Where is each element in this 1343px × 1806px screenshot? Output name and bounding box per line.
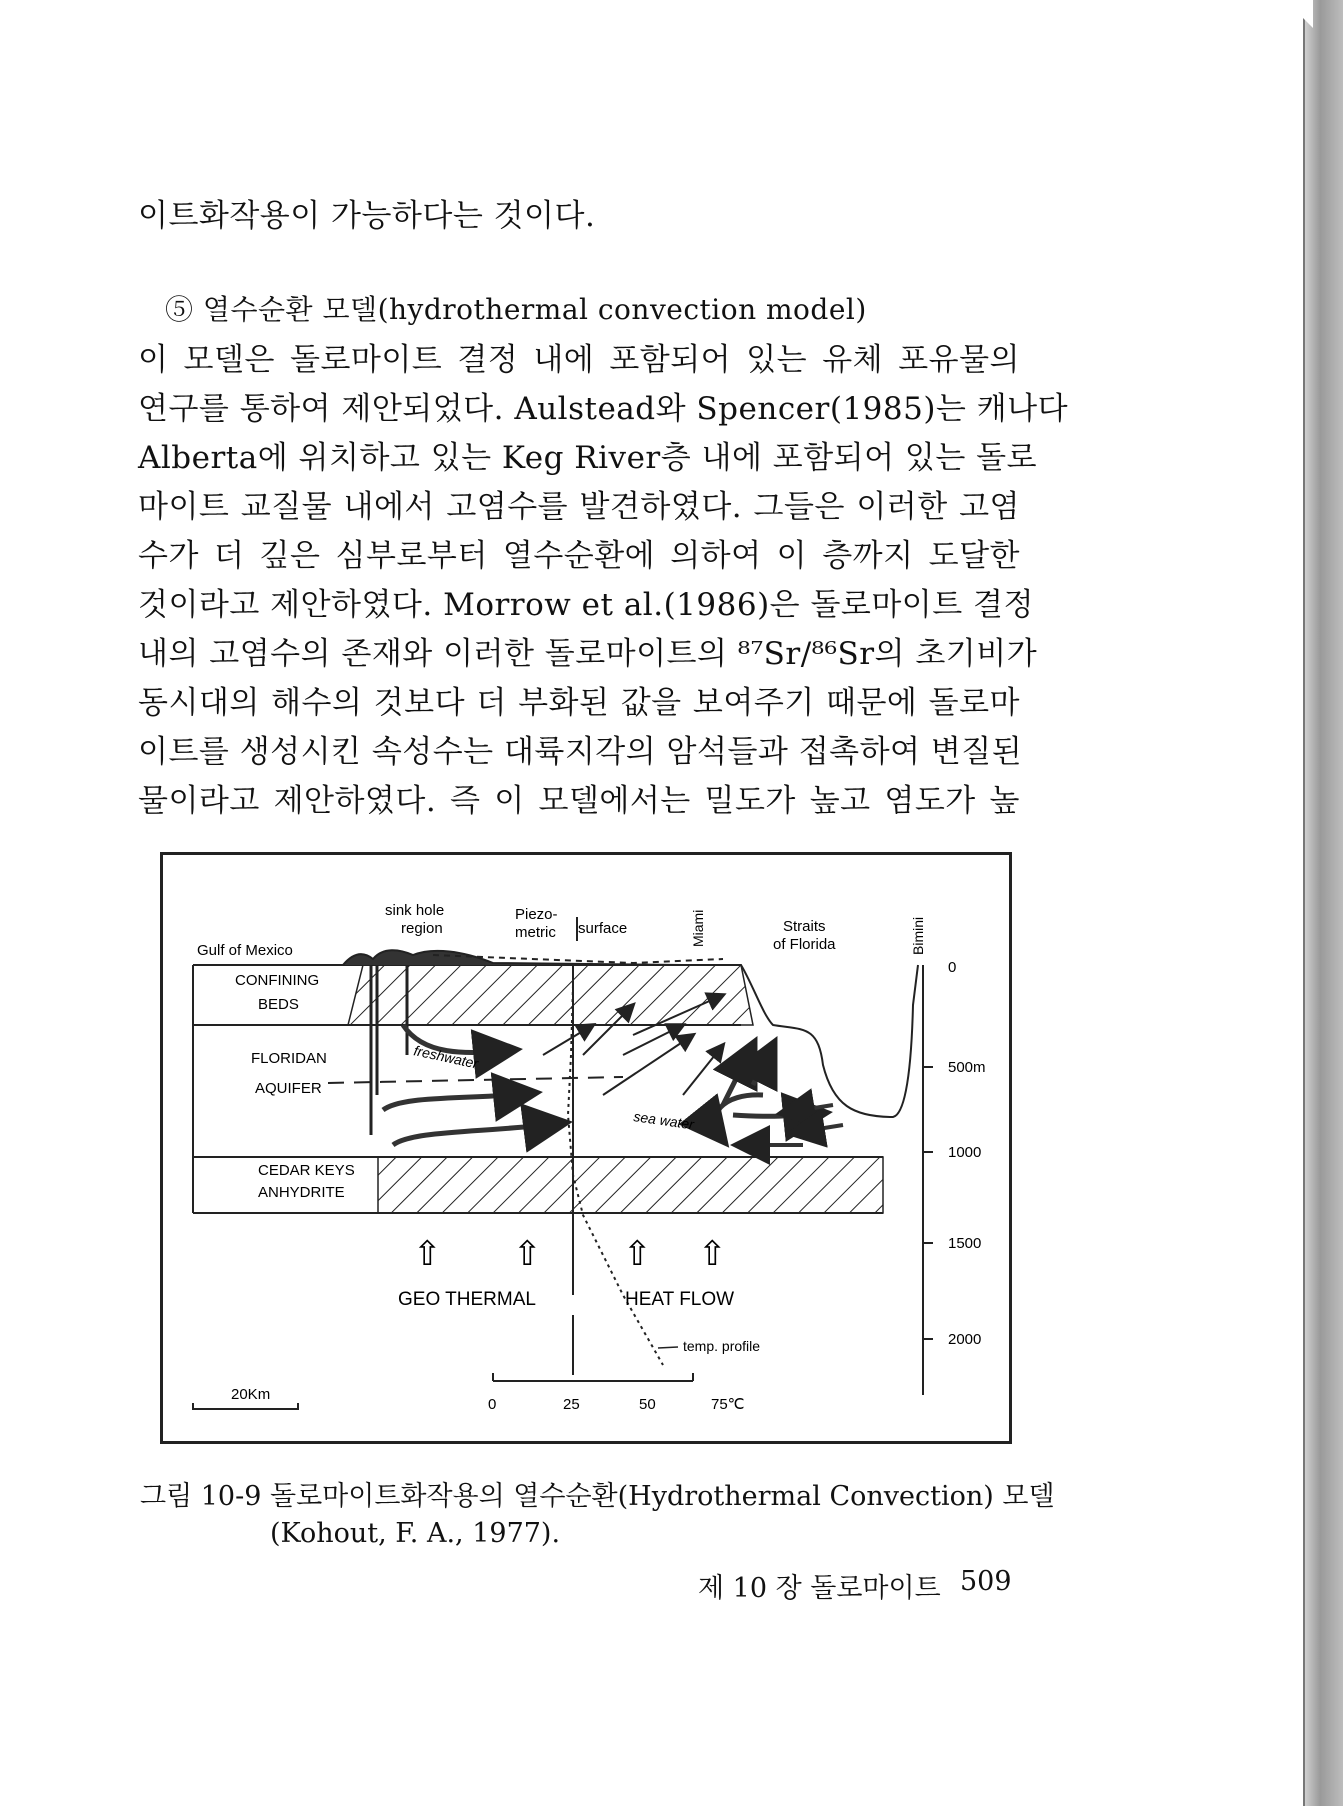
flow-arrow — [543, 1025, 593, 1055]
paragraph-line: 내의 고염수의 존재와 이러한 돌로마이트의 ⁸⁷Sr/⁸⁶Sr의 초기비가 — [138, 636, 1038, 672]
temp-tick-label: 25 — [563, 1396, 580, 1413]
paragraph-line: 것이라고 제안하였다. Morrow et al.(1986)은 돌로마이트 결정 — [138, 587, 1034, 623]
depth-tick-label: 1500 — [948, 1235, 982, 1252]
page-number: 509 — [960, 1566, 1012, 1597]
flow-arrow — [683, 1045, 723, 1095]
flow-arrow — [783, 1105, 833, 1113]
bimini-label: Bimini — [910, 916, 926, 955]
anhydrite-hatch — [378, 1157, 883, 1213]
heat-up-arrow-icon: ⇧ — [413, 1235, 442, 1273]
paragraph-line: 마이트 교질물 내에서 고염수를 발견하였다. 그들은 이러한 고염 — [138, 489, 1020, 525]
page-edge — [1303, 0, 1343, 1806]
paragraph-line: 동시대의 해수의 것보다 더 부화된 값을 보여주기 때문에 돌로마 — [138, 685, 1020, 721]
temp-profile-label: temp. profile — [683, 1338, 761, 1354]
heat-up-arrow-icon: ⇧ — [623, 1235, 652, 1273]
paragraph-line: 수가 더 깊은 심부로부터 열수순환에 의하여 이 층까지 도달한 — [138, 538, 1020, 574]
flow-arrow — [793, 1125, 843, 1133]
heat-up-arrow-icon: ⇧ — [698, 1235, 727, 1273]
cedar-label: ANHYDRITE — [258, 1184, 345, 1201]
surface-label: surface — [578, 920, 628, 937]
top-line: 이트화작용이 가능하다는 것이다. — [138, 198, 596, 234]
temp-profile-pointer — [658, 1347, 678, 1348]
confining-label: BEDS — [258, 996, 299, 1013]
page-corner — [1285, 0, 1313, 28]
temp-tick-label: 0 — [488, 1396, 497, 1413]
figure-caption-source: (Kohout, F. A., 1977). — [270, 1518, 561, 1549]
flow-arrow — [623, 1025, 683, 1055]
depth-tick-label: 500m — [948, 1059, 986, 1076]
geothermal-label: GEO THERMAL — [398, 1289, 536, 1310]
confining-label: CONFINING — [235, 972, 320, 989]
figure-caption: 그림 10-9 돌로마이트화작용의 열수순환(Hydrothermal Convection) 모델 — [140, 1481, 1055, 1512]
depth-tick-label: 1000 — [948, 1144, 982, 1161]
gulf-label: Gulf of Mexico — [197, 942, 293, 959]
depth-tick-label: 0 — [948, 959, 957, 976]
straits-label: of Florida — [773, 936, 836, 953]
scale-label: 20Km — [231, 1386, 271, 1403]
piezometric-label: metric — [515, 924, 556, 941]
paragraph-line: 물이라고 제안하였다. 즉 이 모델에서는 밀도가 높고 염도가 높 — [138, 783, 1020, 819]
paragraph-line: 연구를 통하여 제안되었다. Aulstead와 Spencer(1985)는 캐나다 — [138, 391, 1069, 427]
section-heading: ⑤ 열수순환 모델(hydrothermal convection model) — [165, 293, 867, 326]
chapter-footer: 제 10 장 돌로마이트 — [698, 1573, 941, 1604]
depth-tick-label: 2000 — [948, 1331, 982, 1348]
floridan-label: AQUIFER — [255, 1080, 322, 1097]
sinkhole-label: region — [401, 920, 443, 937]
figure-frame — [160, 852, 1012, 1444]
temp-tick-label: 75℃ — [711, 1396, 745, 1413]
flow-arrow — [753, 1045, 773, 1085]
miami-label: Miami — [690, 909, 706, 947]
sinkhole-label: sink hole — [385, 902, 445, 919]
paragraph-line: 이트를 생성시킨 속성수는 대륙지각의 암석들과 접촉하여 변질된 — [138, 734, 1023, 770]
heat-up-arrow-icon: ⇧ — [513, 1235, 542, 1273]
flow-arrow — [383, 1093, 533, 1110]
paragraph-line: Alberta에 위치하고 있는 Keg River층 내에 포함되어 있는 돌로 — [138, 440, 1038, 476]
seawater-label: sea water — [632, 1108, 695, 1133]
flow-arrow — [733, 1113, 823, 1116]
flow-arrow — [393, 1123, 563, 1145]
cedar-label: CEDAR KEYS — [258, 1162, 355, 1179]
straits-label: Straits — [783, 918, 826, 935]
flow-arrow — [603, 1035, 693, 1095]
paragraph-line: 이 모델은 돌로마이트 결정 내에 포함되어 있는 유체 포유물의 — [138, 342, 1020, 378]
piezometric-label: Piezo- — [515, 906, 558, 923]
hydrothermal-diagram — [163, 855, 1009, 1441]
heatflow-label: HEAT FLOW — [625, 1289, 735, 1310]
temp-tick-label: 50 — [639, 1396, 656, 1413]
confining-beds-hatch — [348, 965, 753, 1025]
floridan-label: FLORIDAN — [251, 1050, 327, 1067]
freshwater-label: freshwater — [412, 1042, 480, 1072]
scale-bar — [193, 1403, 298, 1409]
